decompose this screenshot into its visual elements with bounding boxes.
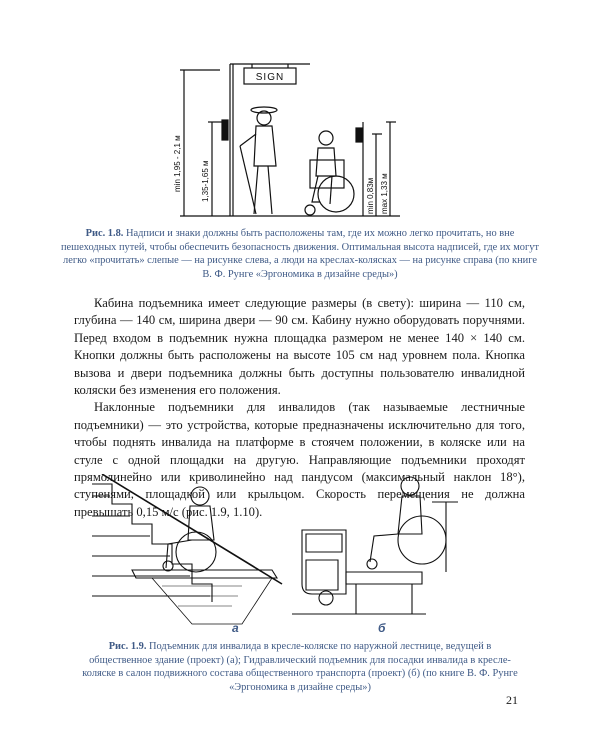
subfigure-label-a: а bbox=[232, 621, 239, 634]
lift-platform bbox=[132, 570, 277, 578]
dim-right-min: min 0,83м bbox=[366, 177, 375, 214]
wheel bbox=[318, 176, 354, 212]
figure-1-9 bbox=[92, 474, 508, 634]
hydraulic-lift bbox=[346, 572, 422, 584]
cane bbox=[240, 146, 256, 214]
caption-label: Рис. 1.8. bbox=[85, 228, 124, 239]
subfigure-label-b: б bbox=[378, 621, 386, 634]
dim-left-inner: 1,35-1,65 м bbox=[201, 160, 210, 202]
sign-text: SIGN bbox=[255, 72, 285, 83]
hat bbox=[251, 107, 277, 113]
paragraph-lift-cabin: Кабина подъемника имеет следующие размеры (в свету): ширина — 110 см, глубина — 140 см, ширина двери — 90 см. Кабину нужно оборудовать поручнями. Перед входом в подъемник нужна площадка размером не менее 140 × 140 см. Кнопки должны быть расположены на высоте 105 см над уровнем пола. Кнопка вызова и двери подъемника должны быть доступны пользователю инвалидной коляски без изменения его положения. bbox=[74, 296, 525, 398]
bus-outline bbox=[302, 530, 346, 594]
page-number: 21 bbox=[506, 693, 518, 707]
caption-label: Рис. 1.9. bbox=[108, 641, 147, 652]
wheel-a bbox=[176, 532, 216, 572]
dim-right-max: max 1,33 м bbox=[380, 173, 389, 214]
figure-1-9-caption bbox=[80, 640, 520, 694]
caption-text: Надписи и знаки должны быть расположены там, где их можно легко прочитать, но вне пешеходных путей, чтобы обеспечить безопасность движения. Оптимальная высота надписей, где их могут легко «прочитать» слепые — на рисунке слева, а люди на креслах-колясках — на рисунке справа (по книге В. Ф. Рунге «Эргономика в дизайне среды») bbox=[61, 228, 539, 280]
dim-left-outer: min 1,95 - 2,1 м bbox=[173, 135, 182, 192]
figure-1-8-caption bbox=[60, 227, 540, 281]
wheel-b bbox=[398, 516, 446, 564]
caption-text: Подъемник для инвалида в кресле-коляске по наружной лестнице, ведущей в общественное здание (проект) (а); Гидравлический подъемник для посадки инвалида в кресле-коляске в салон подвижного состава общественного транспорта (проект) (б) (по книге В. Ф. Рунге «Эргономика в дизайне среды») bbox=[82, 641, 518, 693]
paragraph-stair-lifts: Наклонные подъемники для инвалидов (так называемые лестничные подъемники) — это устройства, которые предназначены исключительно для того, чтобы поднять инвалида на платформе в стоячем положении, в коляске или на стуле с одной площадки на другую. Направляющие подъемники проходят прямолинейно или криволинейно над пандусом (максимальный наклон 18°), ступенями, площадкой или крыльцом. Скорость перемещения не должна превышать 0,15 м/с (рис. 1.9, 1.10). bbox=[74, 400, 525, 519]
figure-1-8 bbox=[160, 42, 420, 222]
